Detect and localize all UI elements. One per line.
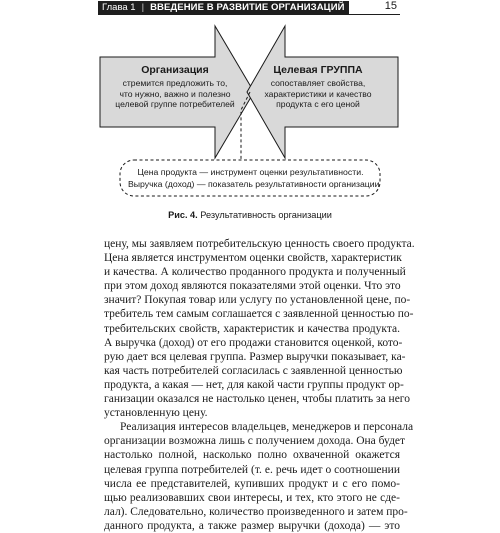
metric-line-price: Цена продукта — инструмент оценки результативности.	[137, 167, 364, 177]
target-group-line: сопоставляет свойства,	[270, 78, 366, 88]
chapter-label: Глава 1	[102, 2, 136, 13]
organization-line: что нужно, важно и полезно	[119, 88, 231, 99]
text-line: установленную цену.	[104, 407, 208, 420]
body-text	[104, 237, 415, 533]
figure-organization-effectiveness	[0, 0, 500, 230]
text-line: числа ее представителей, купивших продукт и с его помо-	[104, 477, 400, 490]
text-line: щью реализовавших свои интересы, и тех, кто этого не сде-	[104, 491, 400, 504]
text-line: при этом доход являются показателями этой оценки. Что это	[104, 280, 401, 293]
text-line: и качества. А количество проданного продукта и полученный	[104, 266, 406, 279]
figure-diagram	[0, 0, 500, 230]
text-line: настолько полной, насколько полно охваченной окажется	[104, 449, 400, 462]
text-line: лал). Следовательно, количество произведенного и затем про-	[104, 505, 408, 518]
paragraph-2	[104, 420, 414, 533]
organization-line: стремится предложить то,	[122, 78, 228, 88]
text-line: целевая группа потребителей (т. е. речь идет о соотношении	[104, 463, 400, 476]
text-line: требитель тем самым соглашается с заявленной ценностью по-	[104, 308, 414, 321]
text-line: Цена является инструментом оценки свойств, характеристик	[104, 252, 402, 265]
text-line: организации возможна лишь с получением дохода. Она будет	[104, 435, 406, 448]
target-group-arrow-text	[258, 64, 378, 110]
text-line: данного продукта, а также размер выручки (дохода) — это	[104, 519, 400, 532]
target-group-title: Целевая ГРУППА	[273, 64, 363, 76]
organization-arrow-text	[111, 64, 239, 110]
figure-caption	[0, 209, 500, 221]
figure-caption-text: Результативность организации	[200, 210, 332, 220]
organization-line: целевой группе потребителей	[115, 99, 235, 110]
figure-caption-label: Рис. 4.	[168, 210, 198, 220]
text-line: цену, мы заявляем потребительскую ценность своего продукта.	[104, 238, 415, 250]
text-line: А выручка (доход) от его продажи становится оценкой, кото-	[104, 336, 403, 349]
metric-line-revenue: Выручка (доход) — показатель результативности организации	[128, 178, 380, 189]
chapter-title: ВВЕДЕНИЕ В РАЗВИТИЕ ОРГАНИЗАЦИЙ	[150, 2, 345, 13]
target-group-line: характеристики и качество	[264, 88, 372, 99]
text-line: требительских свойств, характеристик и качества продукта.	[104, 322, 400, 335]
paragraph-1	[104, 237, 415, 420]
target-group-line: продукта с его ценой	[276, 99, 360, 110]
text-line: кая часть потребителей согласилась с заявленной ценностью	[104, 364, 403, 377]
metric-box-text	[128, 167, 380, 190]
text-line: ганизации оказался не настолько ценен, чтобы платить за него	[104, 393, 410, 406]
text-line: значит? Покупая товар или услугу по установленной цене, по-	[104, 294, 411, 307]
text-line: продукта, а какая — нет, для какой части группы продукт ор-	[104, 378, 404, 391]
page-number: 15	[384, 0, 397, 12]
header-separator: |	[141, 2, 145, 13]
organization-title: Организация	[141, 64, 209, 76]
text-line: рую дает вся целевая группа. Размер выручки показывает, ка-	[104, 350, 406, 363]
text-line: Реализация интересов владельцев, менеджеров и персонала	[120, 421, 414, 434]
